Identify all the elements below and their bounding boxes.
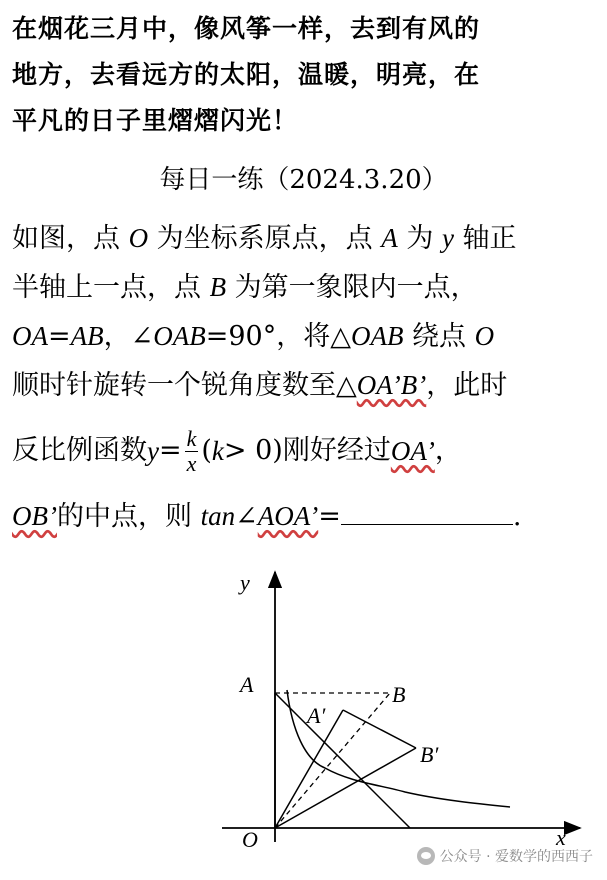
axis-label-y: y: [240, 570, 250, 595]
geometry-figure: [200, 560, 600, 850]
fraction-k-over-x: $\frac{k}{x}$: [186, 425, 197, 476]
segment-OB-prime: [275, 748, 416, 828]
answer-blank: [341, 498, 513, 525]
problem-line-6: OB’的中点，则 tan∠AOA’= .: [12, 492, 604, 541]
wechat-icon: [417, 847, 435, 865]
problem-line-4: 顺时针旋转一个锐角度数至△OA’B’，此时: [12, 370, 508, 401]
motto-line-2: 地方，去看远方的太阳，温暖，明亮，在: [12, 60, 481, 89]
motto-text: [12, 6, 597, 144]
problem-line-1: 如图，点 O 为坐标系原点，点 A 为 y 轴正: [12, 223, 517, 254]
problem-line-2: 半轴上一点，点 B 为第一象限内一点，: [12, 272, 478, 303]
segment-OB-dashed: [275, 693, 390, 828]
problem-line-5: 反比例函数 y = $\frac{k}{x}$ ( k > 0)刚好经过 OA’ ，: [12, 425, 462, 476]
point-label-A-prime: A′: [307, 703, 326, 728]
point-label-O: O: [242, 827, 258, 850]
watermark: [417, 846, 593, 866]
watermark-text: 公众号 · 爱数学的西西子: [439, 849, 593, 865]
motto-line-3: 平凡的日子里熠熠闪光！: [12, 106, 299, 135]
point-label-A: A: [240, 672, 254, 697]
point-label-B-prime: B′: [420, 742, 439, 767]
axis-label-x: x: [556, 825, 566, 850]
daily-practice-heading: 每日一练（2024.3.20）: [159, 165, 448, 195]
problem-statement: [12, 214, 604, 541]
segment-A-prime-B-prime: [343, 710, 416, 748]
motto-line-1: 在烟花三月中，像风筝一样，去到有风的: [12, 14, 481, 43]
segment-A-to-x-axis: [275, 693, 410, 828]
point-label-B: B: [392, 682, 406, 707]
problem-line-3: OA=AB，∠OAB=90°，将△OAB 绕点 O: [12, 321, 495, 352]
